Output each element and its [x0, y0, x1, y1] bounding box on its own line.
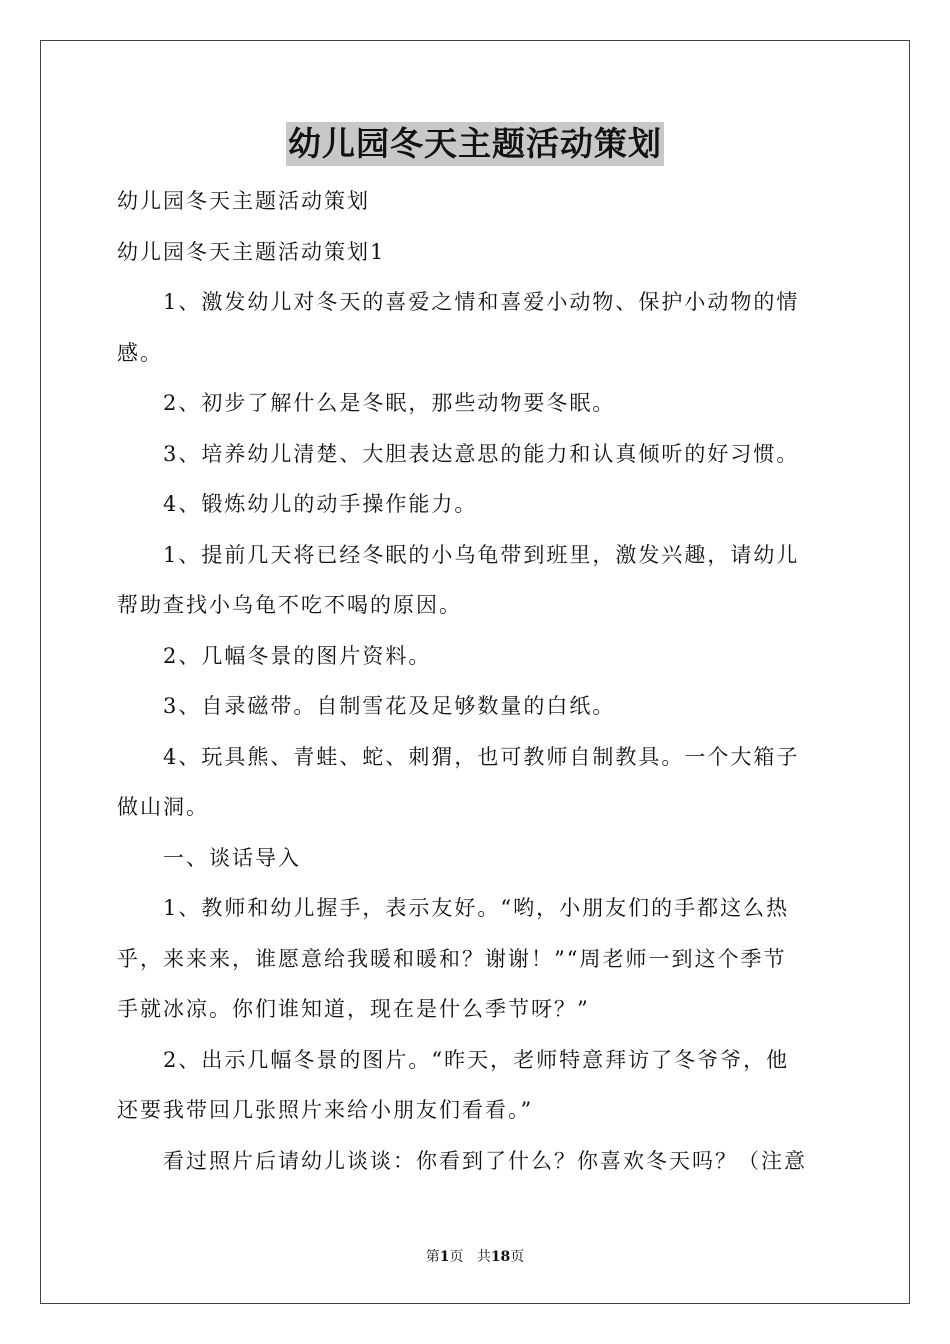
text-line: 2、出示几幅冬景的图片。“昨天，老师特意拜访了冬爷爷，他: [163, 1047, 790, 1072]
document-title: 幼儿园冬天主题活动策划: [286, 122, 664, 166]
text-line: 2、初步了解什么是冬眠，那些动物要冬眠。: [163, 391, 616, 415]
text-line: 还要我带回几张照片来给小朋友们看看。”: [117, 1098, 534, 1122]
footer-total-label: 页: [510, 1249, 525, 1265]
text-line: 4、锻炼幼儿的动手操作能力。: [163, 492, 478, 516]
text-line: 1、激发幼儿对冬天的喜爱之情和喜爱小动物、保护小动物的情: [163, 290, 800, 314]
text-line: 3、自录磁带。自制雪花及足够数量的白纸。: [163, 694, 616, 718]
text-line: 2、几幅冬景的图片资料。: [163, 643, 432, 668]
text-line: 手就冰凉。你们谁知道，现在是什么季节呀？”: [117, 997, 590, 1021]
text-line: 做山洞。: [117, 795, 209, 819]
text-line: 3、培养幼儿清楚、大胆表达意思的能力和认真倾听的好习惯。: [163, 441, 800, 466]
footer-page-total: 18: [490, 1249, 511, 1265]
text-line: 幼儿园冬天主题活动策划1: [117, 239, 386, 264]
text-line: 帮助查找小乌龟不吃不喝的原因。: [117, 593, 462, 617]
footer-page-label: 页: [449, 1249, 464, 1265]
page-footer: [0, 1246, 950, 1266]
text-line: 一、谈话导入: [163, 845, 301, 870]
title-container: [0, 122, 950, 166]
footer-page-prefix: 第: [425, 1249, 440, 1265]
text-line: 1、教师和幼儿握手，表示友好。“哟，小朋友们的手都这么热: [163, 896, 790, 920]
text-line: 幼儿园冬天主题活动策划: [117, 189, 370, 213]
text-line: 乎，来来来，谁愿意给我暖和暖和？谢谢！”“周老师一到这个季节: [117, 946, 787, 971]
text-line: 看过照片后请幼儿谈谈：你看到了什么？你喜欢冬天吗？（注意: [163, 1148, 807, 1173]
text-line: 4、玩具熊、青蛙、蛇、刺猬，也可教师自制教具。一个大箱子: [163, 744, 800, 769]
text-line: 1、提前几天将已经冬眠的小乌龟带到班里，激发兴趣，请幼儿: [163, 542, 800, 567]
document-body: [117, 176, 837, 1186]
footer-page-current: 1: [439, 1249, 450, 1265]
text-line: 感。: [117, 340, 163, 365]
footer-total-prefix: 共: [476, 1249, 491, 1265]
